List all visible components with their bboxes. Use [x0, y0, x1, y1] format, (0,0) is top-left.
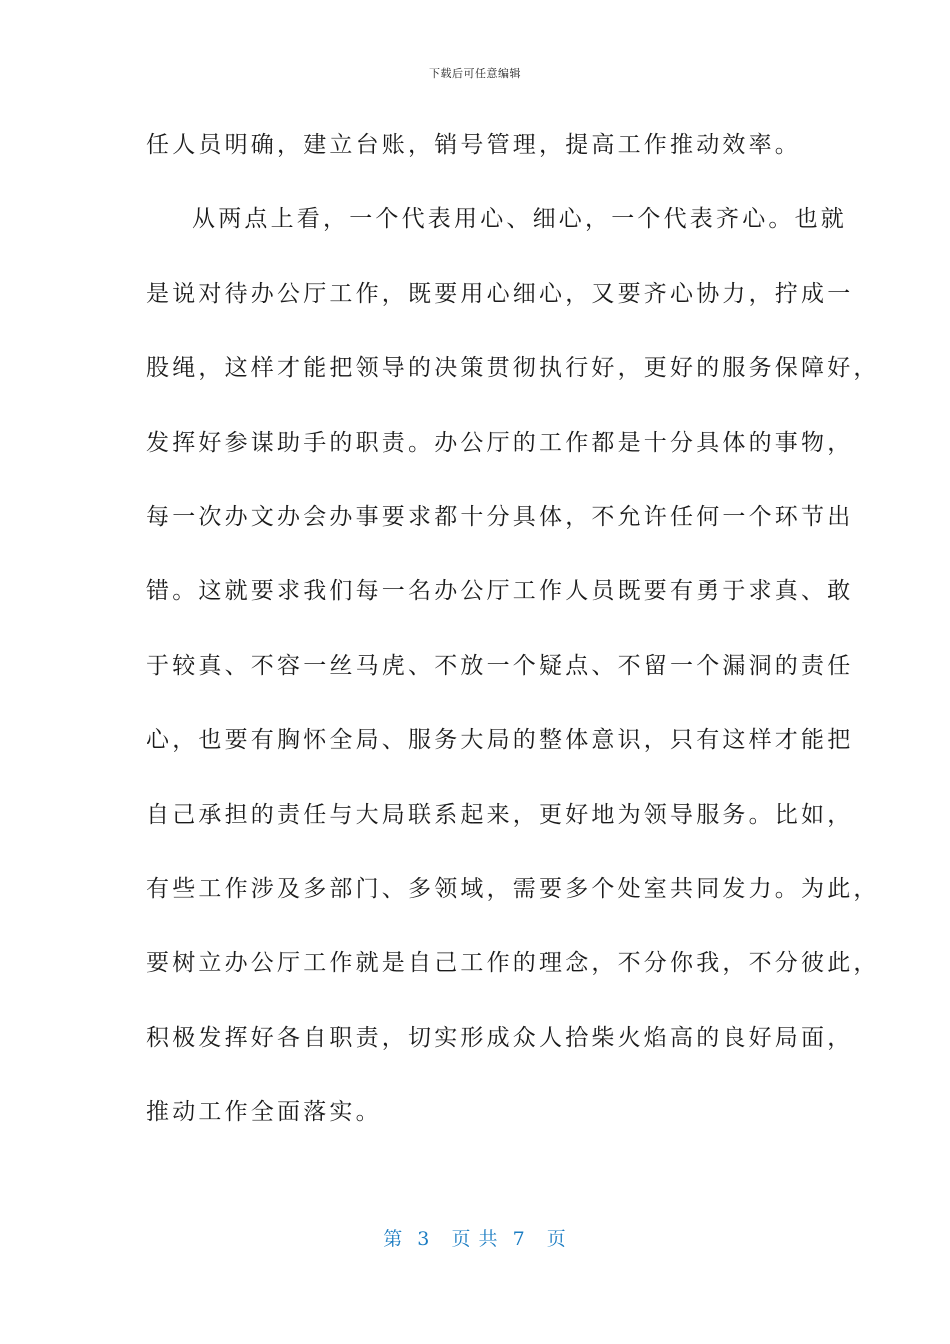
- page-number-footer: 第 3 页 共 7 页: [383, 1228, 567, 1250]
- text-line: 推动工作全面落实。: [146, 1099, 382, 1126]
- text-line: 要树立办公厅工作就是自己工作的理念，不分你我，不分彼此，: [146, 950, 880, 977]
- text-line: 错。这就要求我们每一名办公厅工作人员既要有勇于求真、敢: [146, 578, 854, 605]
- text-line: 任人员明确，建立台账，销号管理，提高工作推动效率。: [146, 132, 801, 158]
- document-body: [146, 118, 880, 1159]
- paragraph-first-line: 从两点上看，一个代表用心、细心，一个代表齐心。也就: [192, 206, 847, 233]
- text-line: 有些工作涉及多部门、多领域，需要多个处室共同发力。为此，: [146, 875, 880, 902]
- text-line: 于较真、不容一丝马虎、不放一个疑点、不留一个漏洞的责任: [146, 652, 854, 679]
- text-line: 自己承担的责任与大局联系起来，更好地为领导服务。比如，: [146, 801, 854, 828]
- page-header: 下载后可任意编辑: [429, 67, 521, 80]
- text-line: 发挥好参谋助手的职责。办公厅的工作都是十分具体的事物，: [146, 429, 854, 456]
- text-line: 积极发挥好各自职责，切实形成众人拾柴火焰高的良好局面，: [146, 1024, 854, 1051]
- text-line: 每一次办文办会办事要求都十分具体，不允许任何一个环节出: [146, 503, 854, 530]
- text-line: 心，也要有胸怀全局、服务大局的整体意识，只有这样才能把: [146, 727, 854, 754]
- text-line: 是说对待办公厅工作，既要用心细心，又要齐心协力，拧成一: [146, 280, 854, 307]
- text-line: 股绳，这样才能把领导的决策贯彻执行好，更好的服务保障好，: [146, 355, 880, 382]
